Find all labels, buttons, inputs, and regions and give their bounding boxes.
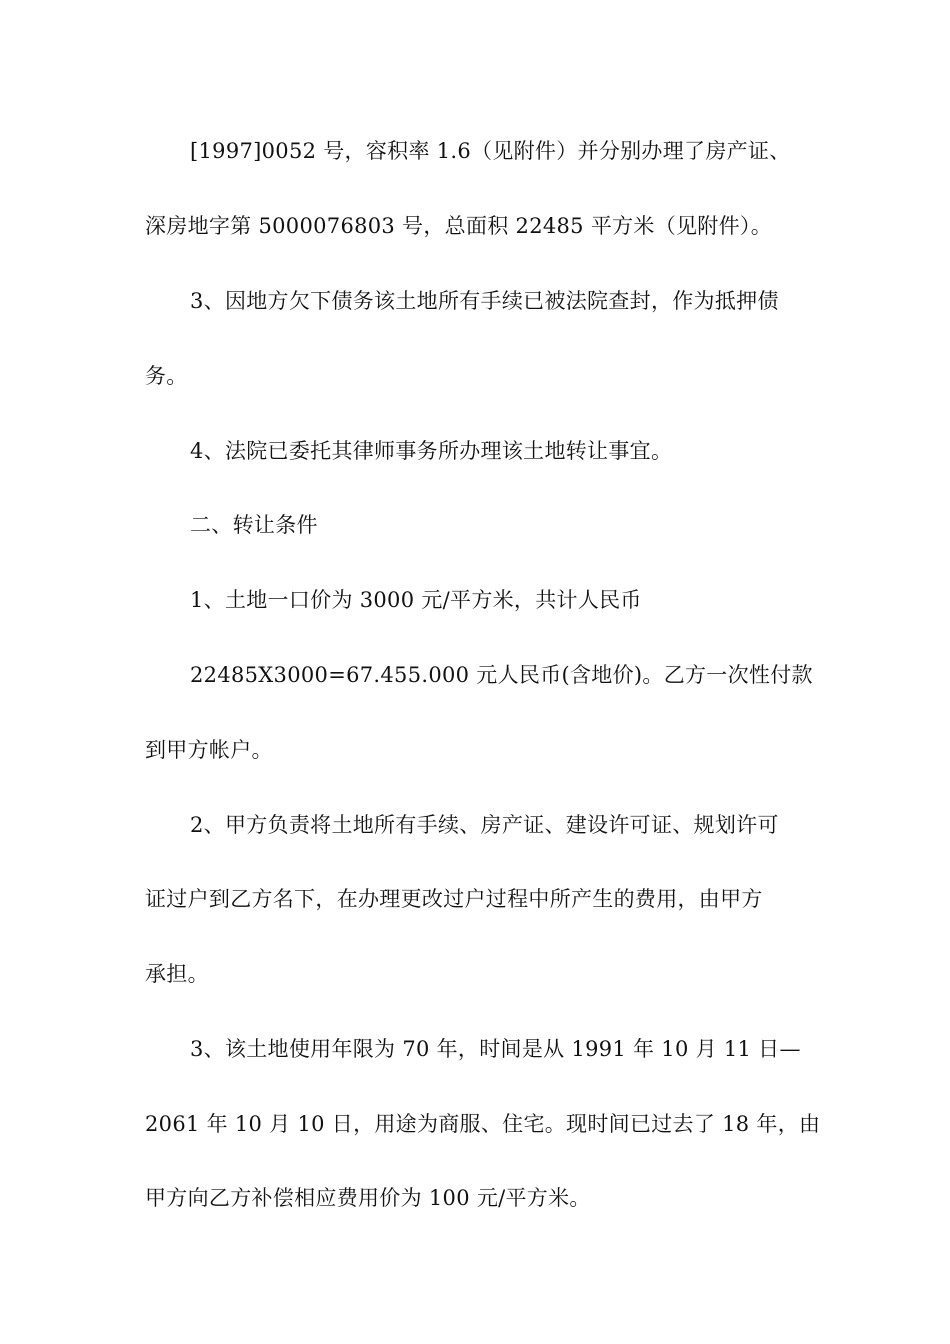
section-heading: 二、转让条件 xyxy=(190,513,318,537)
text-line-9: 到甲方帐户。 xyxy=(145,738,273,762)
text-line-15: 甲方向乙方补偿相应费用价为 100 元/平方米。 xyxy=(145,1186,591,1210)
text-line-11: 证过户到乙方名下，在办理更改过户过程中所产生的费用，由甲方 xyxy=(145,887,763,911)
text-line-3: 3、因地方欠下债务该土地所有手续已被法院查封，作为抵押债 xyxy=(190,289,779,313)
text-line-7: 1、土地一口价为 3000 元/平方米，共计人民币 xyxy=(190,588,642,612)
text-line-14: 2061 年 10 月 10 日，用途为商服、住宅。现时间已过去了 18 年，由 xyxy=(145,1112,821,1136)
text-line-10: 2、甲方负责将土地所有手续、房产证、建设许可证、规划许可 xyxy=(190,813,779,837)
text-line-1: [1997]0052 号，容积率 1.6（见附件）并分别办理了房产证、 xyxy=(190,139,791,163)
text-line-4: 务。 xyxy=(145,364,188,388)
text-line-12: 承担。 xyxy=(145,962,209,986)
text-line-13: 3、该土地使用年限为 70 年，时间是从 1991 年 10 月 11 日— xyxy=(190,1037,801,1061)
text-line-5: 4、法院已委托其律师事务所办理该土地转让事宜。 xyxy=(190,439,673,463)
text-line-2: 深房地字第 5000076803 号，总面积 22485 平方米（见附件）。 xyxy=(145,214,773,238)
text-line-8: 22485X3000=67.455.000 元人民币(含地价)。乙方一次性付款 xyxy=(190,663,813,687)
